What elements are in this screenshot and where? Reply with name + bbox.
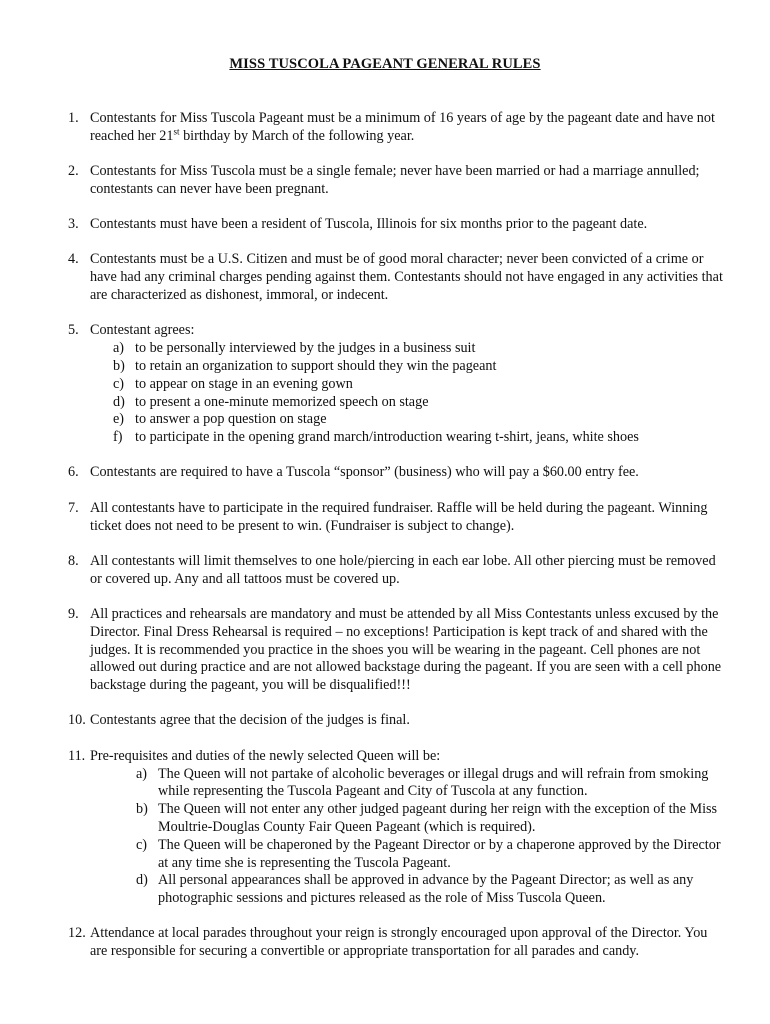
rule-6 xyxy=(68,464,728,482)
page-title: MISS TUSCOLA PAGEANT GENERAL RULES xyxy=(229,56,541,72)
sub-item: c) to appear on stage in an evening gown xyxy=(113,375,353,392)
sub-item: e) to answer a pop question on stage xyxy=(113,411,327,428)
rule-8 xyxy=(68,553,728,589)
rule-11-sublist xyxy=(136,766,728,908)
rule-2 xyxy=(68,163,728,199)
rule-number: 6. xyxy=(68,464,79,481)
sub-item: d) All personal appearances shall be approved in advance by the Pageant Director; as well as any photographic sessions and pictures released as the role of Miss Tuscola Queen. xyxy=(136,872,694,907)
rule-text: Contestants are required to have a Tuscola “sponsor” (business) who will pay a $60.00 entry fee. xyxy=(90,464,639,481)
rule-text: All contestants will limit themselves to one hole/piercing in each ear lobe. All other piercing must be removed or covered up. Any and all tattoos must be covered up. xyxy=(90,552,716,587)
rule-number: 8. xyxy=(68,552,79,569)
rule-12 xyxy=(68,925,728,961)
rule-3 xyxy=(68,216,728,234)
rule-text: Attendance at local parades throughout your reign is strongly encouraged upon approval of the Director. You are responsible for securing a convertible or appropriate transportation for all parades and candy. xyxy=(90,925,708,960)
sub-item: c) The Queen will be chaperoned by the Pageant Director or by a chaperone approved by the Director at any time she is representing the Tuscola Pageant. xyxy=(136,836,721,871)
sub-item: a) The Queen will not partake of alcoholic beverages or illegal drugs and will refrain from smoking while representing the Tuscola Pageant and City of Tuscola at any function. xyxy=(136,765,709,800)
rule-11 xyxy=(68,748,728,908)
rule-text: Contestants agree that the decision of the judges is final. xyxy=(90,712,410,729)
rule-number: 3. xyxy=(68,216,79,233)
sub-item: a) to be personally interviewed by the judges in a business suit xyxy=(113,340,476,357)
rule-number: 5. xyxy=(68,322,79,339)
rules-list xyxy=(68,110,728,978)
sub-item: f) to participate in the opening grand march/introduction wearing t-shirt, jeans, white shoes xyxy=(113,429,639,446)
rule-number: 7. xyxy=(68,499,79,516)
rule-10 xyxy=(68,712,728,730)
rule-1 xyxy=(68,110,728,146)
sub-item: b) The Queen will not enter any other judged pageant during her reign with the exception of the Miss Moultrie-Douglas County Fair Queen Pageant (which is required). xyxy=(136,801,718,835)
rule-number: 1. xyxy=(68,110,79,126)
rule-7 xyxy=(68,500,728,536)
rule-text: Contestants for Miss Tuscola must be a single female; never have been married or had a marriage annulled; contestants can never have been pregnant. xyxy=(90,163,700,197)
rule-text: Contestants must be a U.S. Citizen and must be of good moral character; never been convicted of a crime or have had any criminal charges pending against them. Contestants should not have engaged in any activities that are characterized as dishonest, immoral, or indecent. xyxy=(90,251,723,304)
rule-text: Contestant agrees: xyxy=(90,322,195,339)
rule-5-sublist xyxy=(113,340,728,447)
rule-text: Contestants for Miss Tuscola Pageant must be a minimum of 16 years of age by the pageant date and have not reached her 21st birthday by March of the following year. xyxy=(90,110,715,144)
rule-text: Contestants must have been a resident of Tuscola, Illinois for six months prior to the pageant date. xyxy=(90,216,648,233)
rule-number: 10. xyxy=(68,712,86,729)
rule-number: 12. xyxy=(68,925,86,942)
sub-item: d) to present a one-minute memorized speech on stage xyxy=(113,393,429,410)
rule-number: 9. xyxy=(68,605,79,622)
rule-4 xyxy=(68,251,728,304)
sub-item: b) to retain an organization to support should they win the pageant xyxy=(113,357,497,374)
rule-text: Pre-requisites and duties of the newly selected Queen will be: xyxy=(90,747,441,764)
rule-text: All contestants have to participate in the required fundraiser. Raffle will be held during the pageant. Winning ticket does not need to be present to win. (Fundraiser is subject to change). xyxy=(90,499,708,534)
rule-number: 4. xyxy=(68,251,79,268)
rule-number: 11. xyxy=(68,747,86,764)
rule-9 xyxy=(68,606,728,695)
rule-number: 2. xyxy=(68,163,79,180)
rule-text: All practices and rehearsals are mandatory and must be attended by all Miss Contestants unless excused by the Director. Final Dress Rehearsal is required – no exceptions! Participation is kept track of and shared with the judges. It is recommended you practice in the shoes you will be wearing in the pageant. Cell phones are not allowed out during practice and are not allowed backstage during the pageant. If you are seen with a cell phone backstage during the pageant, you will be disqualified!!! xyxy=(90,605,722,694)
rule-5 xyxy=(68,322,728,447)
